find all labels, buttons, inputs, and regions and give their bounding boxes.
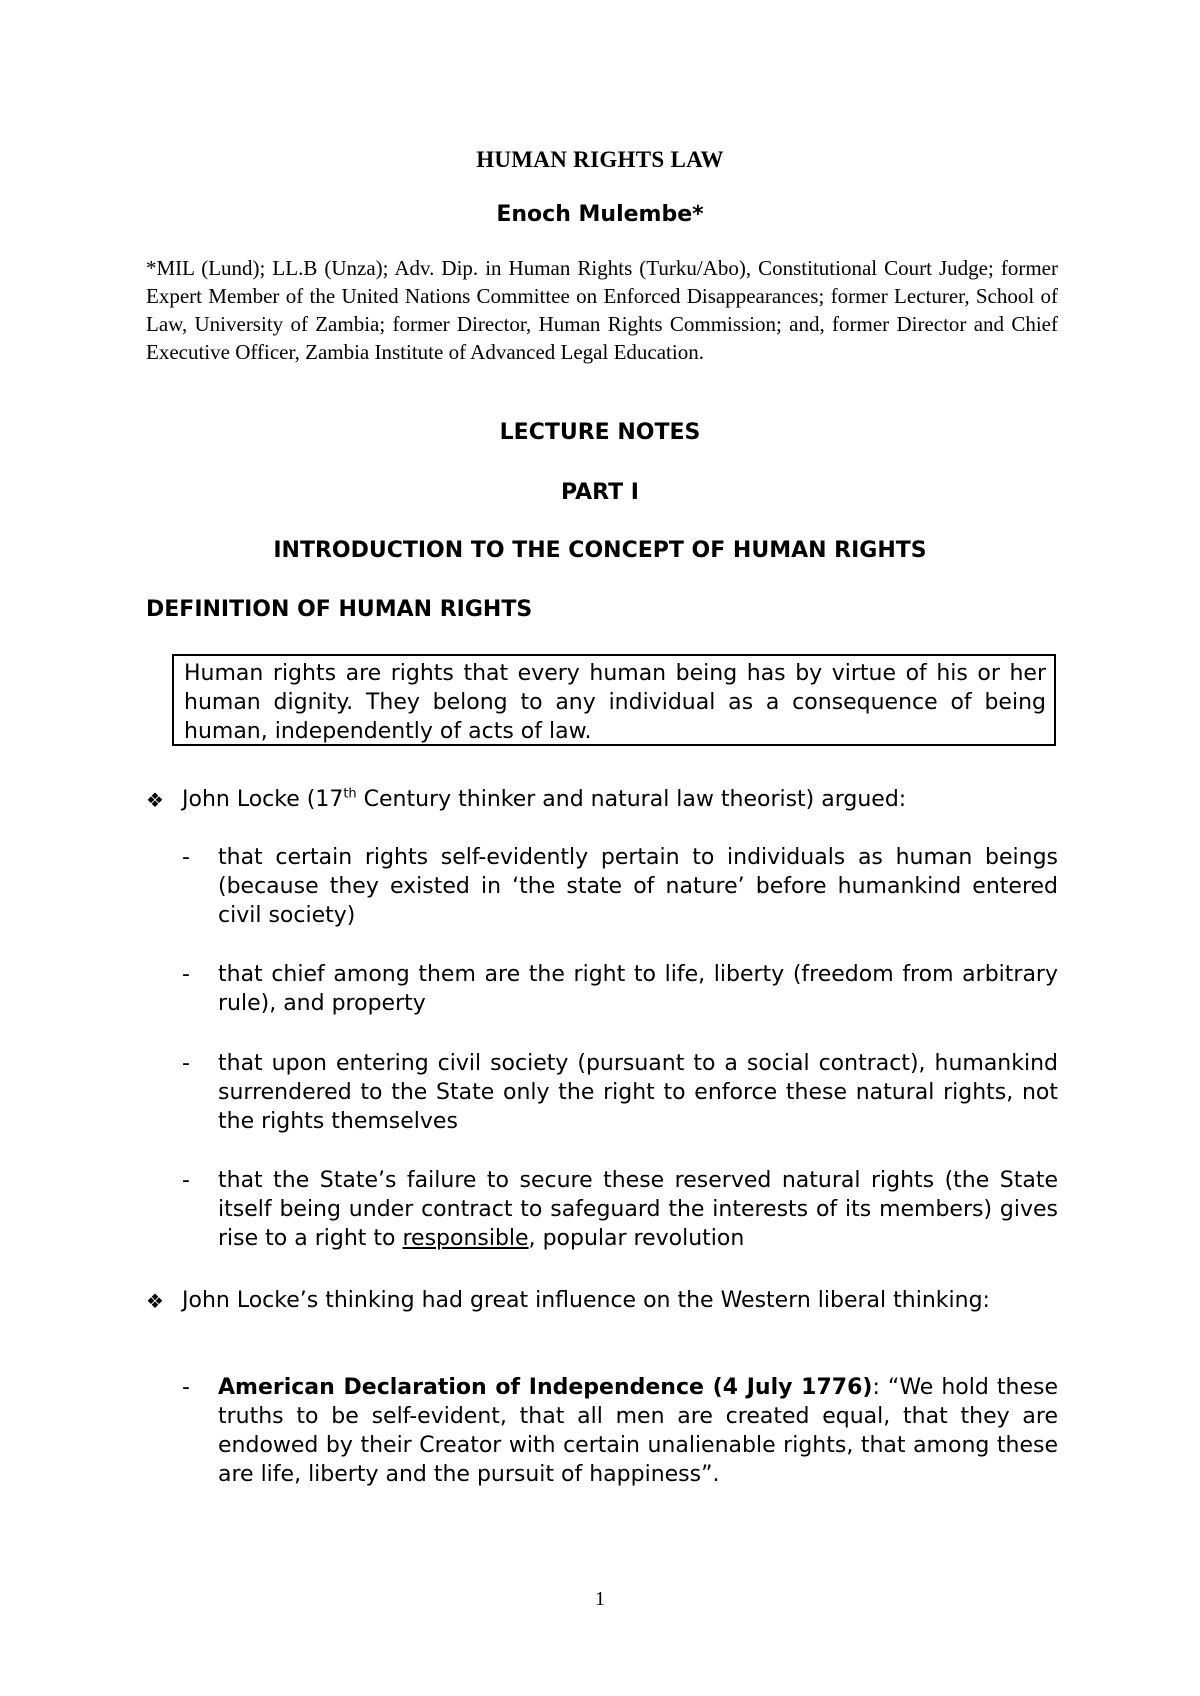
page-number: 1 — [595, 1588, 605, 1610]
lecture-notes-heading: LECTURE NOTES — [499, 420, 701, 445]
superscript: th — [343, 786, 357, 802]
diamond-bullet-icon: ❖ — [146, 788, 164, 812]
list-item-text-part: , popular revolution — [528, 1226, 745, 1251]
bullet-text: John Locke’s thinking had great influence on the Western liberal thinking: — [182, 1288, 990, 1313]
list-item-text — [218, 1373, 1058, 1489]
declaration-title: American Declaration of Independence (4 July 1776) — [218, 1375, 873, 1400]
bullet-item — [146, 1286, 1058, 1315]
section-heading: INTRODUCTION TO THE CONCEPT OF HUMAN RIGHTS — [273, 538, 927, 563]
dash-marker: - — [182, 962, 190, 987]
author-name: Enoch Mulembe* — [496, 202, 704, 227]
diamond-bullet-icon: ❖ — [146, 1289, 164, 1313]
declaration-quote: : “We hold these truths to be self-evident, that all men are created equal, that they are endowed by their Creator with certain unalienable rights, that among these are life, liberty and the pursuit of happiness”. — [218, 1375, 1058, 1487]
bullet-text-part: Century thinker and natural law theorist) argued: — [356, 787, 907, 812]
author-affiliation: *MIL (Lund); LL.B (Unza); Adv. Dip. in Human Rights (Turku/Abo), Constitutional Court Judge; former Expert Member of the United Nations Committee on Enforced Disappearances; former Lecturer, School of Law, University of Zambia; former Director, Human Rights Commission; and, former Director and Chief Executive Officer, Zambia Institute of Advanced Legal Education. — [146, 256, 1058, 364]
bullet-text — [182, 785, 1058, 814]
list-item — [182, 1373, 1058, 1489]
part-heading: PART I — [561, 480, 639, 505]
list-item-text: that upon entering civil society (pursuant to a social contract), humankind surrendered to the State only the right to enforce these natural rights, not the rights themselves — [218, 1051, 1058, 1134]
list-item-text: that certain rights self-evidently pertain to individuals as human beings (because they existed in ‘the state of nature’ before humankind entered civil society) — [218, 845, 1058, 928]
list-item-text — [218, 1166, 1058, 1253]
dash-marker: - — [182, 1375, 190, 1400]
bullet-item — [146, 785, 1058, 814]
dash-marker: - — [182, 1051, 190, 1076]
bullet-text-part: John Locke (17 — [182, 787, 344, 812]
subsection-heading: DEFINITION OF HUMAN RIGHTS — [146, 597, 533, 622]
definition-box: Human rights are rights that every human being has by virtue of his or her human dignity. They belong to any individual as a consequence of being human, independently of acts of law. — [172, 654, 1056, 746]
list-item — [182, 843, 1058, 930]
list-item — [182, 1166, 1058, 1253]
underlined-word: responsible — [402, 1226, 529, 1251]
dash-marker: - — [182, 845, 190, 870]
list-item-text-part: that the State’s failure to secure these reserved natural rights (the State itself being under contract to safeguard the interests of its members) gives rise to a right to — [218, 1168, 1058, 1251]
list-item — [182, 1049, 1058, 1136]
list-item-text: that chief among them are the right to life, liberty (freedom from arbitrary rule), and property — [218, 962, 1058, 1016]
document-title: HUMAN RIGHTS LAW — [476, 147, 724, 172]
dash-marker: - — [182, 1168, 190, 1193]
list-item — [182, 960, 1058, 1018]
